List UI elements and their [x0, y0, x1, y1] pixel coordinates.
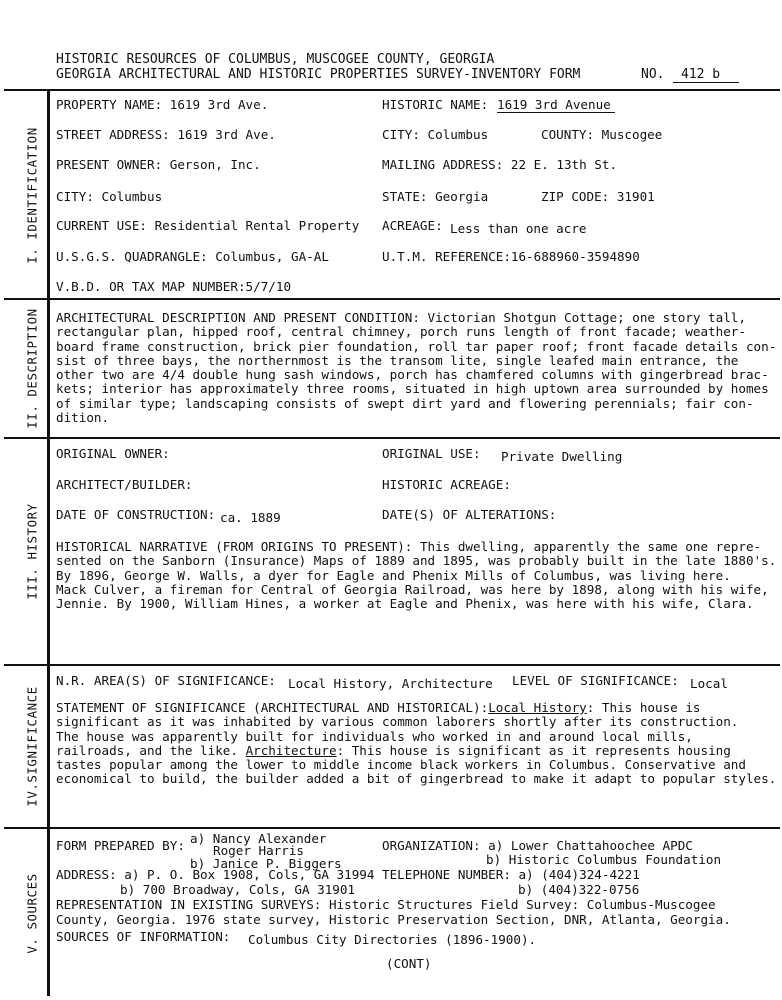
acreage-value: Less than one acre — [450, 221, 587, 236]
preparer-a: a) Nancy Alexander — [190, 831, 327, 846]
tax-map-number: V.B.D. OR TAX MAP NUMBER:5/7/10 — [56, 279, 292, 294]
zip-code: ZIP CODE: 31901 — [541, 189, 655, 204]
narrative-line: By 1896, George W. Walls, a dyer for Eagle and Phenix Mills of Columbus, was living here. — [56, 567, 731, 583]
property-name: PROPERTY NAME: 1619 3rd Ave. — [56, 97, 269, 112]
architect-builder: ARCHITECT/BUILDER: — [56, 477, 193, 492]
description-line: kets; interior has approximately three rooms, situated in high uptown area surrounded by homes — [56, 381, 769, 397]
organization: ORGANIZATION: a) Lower Chattahoochee APDC — [382, 838, 693, 853]
usgs-quadrangle: U.S.G.S. QUADRANGLE: Columbus, GA-AL — [56, 249, 329, 264]
narrative-line: Jennie. By 1900, William Hines, a worker at Eagle and Phenix, was here with his wife, Clara. — [56, 596, 754, 612]
original-use-label: ORIGINAL USE: — [382, 446, 481, 461]
historic-name-label: HISTORIC NAME: — [382, 97, 489, 112]
preparer-b: b) Janice P. Biggers — [190, 856, 342, 871]
section-label-history: III. HISTORY — [24, 503, 40, 600]
section-label-sources: V. SOURCES — [24, 872, 40, 954]
section-label-description: II. DESCRIPTION — [24, 308, 40, 429]
telephone-number: TELEPHONE NUMBER: a) (404)324-4221 — [382, 867, 640, 882]
statement-heading-architecture: Architecture — [245, 742, 337, 758]
street-address: STREET ADDRESS: 1619 3rd Ave. — [56, 127, 276, 142]
preparer-a2: Roger Harris — [213, 843, 304, 858]
statement-line: tastes popular among the lower to middle income black workers in Columbus. Conservative and — [56, 757, 746, 773]
present-owner: PRESENT OWNER: Gerson, Inc. — [56, 157, 261, 172]
city: CITY: Columbus — [56, 189, 163, 204]
description-line: board frame construction, brick pier foundation, roll tar paper roof; front facade details con- — [56, 338, 777, 354]
description-line: rectangular plan, hipped roof, central chimney, porch runs length of front facade; weather- — [56, 324, 746, 340]
county: COUNTY: Muscogee — [541, 127, 663, 142]
statement-line: economical to build, the builder added a bit of gingerbread to make it adapt to popular styles. — [56, 771, 777, 787]
city-right: CITY: Columbus — [382, 127, 489, 142]
statement-line: significant as it was inhabited by various common laborers shortly after its construction. — [56, 714, 739, 730]
section-divider-significance — [4, 664, 780, 666]
statement-line4-rest: : This house is significant as it represents housing — [336, 742, 731, 758]
statement-line4-start: railroads, and the like. — [56, 742, 246, 758]
section-divider-top — [4, 89, 780, 91]
level-of-significance-value: Local — [690, 676, 728, 691]
section-divider-history — [4, 437, 780, 439]
narrative-line: Mack Culver, a fireman for Central of Georgia Railroad, was here by 1898, along with his wife, — [56, 581, 769, 597]
mailing-address: MAILING ADDRESS: 22 E. 13th St. — [382, 157, 618, 172]
representation-in-existing-surveys: REPRESENTATION IN EXISTING SURVEYS: Historic Structures Field Survey: Columbus-Muscogee — [56, 897, 716, 912]
form-title-line1: HISTORIC RESOURCES OF COLUMBUS, MUSCOGEE COUNTY, GEORGIA — [56, 52, 495, 67]
form-prepared-by-label: FORM PREPARED BY: — [56, 838, 185, 853]
statement-line: The house was apparently built for individuals who worked in and around local mills, — [56, 728, 693, 744]
narrative-line: sented on the Sanborn (Insurance) Maps of 1889 and 1895, was probably built in the late 1880's. — [56, 553, 777, 569]
date-of-construction-value: ca. 1889 — [220, 510, 281, 525]
form-number-label: NO. — [641, 67, 665, 82]
nr-area-value: Local History, Architecture — [288, 676, 493, 691]
date-of-construction-label: DATE OF CONSTRUCTION: — [56, 507, 216, 522]
section-label-identification: I. IDENTIFICATION — [24, 126, 40, 264]
statement-label: STATEMENT OF SIGNIFICANCE (ARCHITECTURAL AND HISTORICAL): — [56, 700, 489, 715]
address-b: b) 700 Broadway, Cols, GA 31901 — [120, 882, 356, 897]
description-line: other two are 4/4 double hung sash windows, porch has chamfered columns with gingerbread brac- — [56, 367, 769, 383]
sources-of-information-label: SOURCES OF INFORMATION: — [56, 929, 231, 944]
description-line: sist of three bays, the northernmost is the transom lite, single leafed main entrance, the — [56, 352, 739, 368]
statement-heading-local-history: Local History — [488, 700, 587, 715]
nr-area-label: N.R. AREA(S) OF SIGNIFICANCE: — [56, 673, 276, 688]
address-a: ADDRESS: a) P. O. Box 1908, Cols, GA 31994 — [56, 867, 375, 882]
section-divider-description — [4, 298, 780, 300]
architectural-description — [56, 310, 777, 426]
original-owner: ORIGINAL OWNER: — [56, 446, 170, 461]
level-of-significance-label: LEVEL OF SIGNIFICANCE: — [512, 673, 679, 688]
left-margin-rule — [47, 90, 50, 996]
original-use-value: Private Dwelling — [501, 449, 623, 464]
narrative-line: HISTORICAL NARRATIVE (FROM ORIGINS TO PRESENT): This dwelling, apparently the same one repre- — [56, 539, 762, 554]
historic-acreage: HISTORIC ACREAGE: — [382, 477, 511, 492]
utm-reference: U.T.M. REFERENCE:16-688960-3594890 — [382, 249, 640, 264]
description-line: dition. — [56, 410, 110, 426]
description-line: of similar type; landscaping consists of swept dirt yard and flowering perennials; fair con- — [56, 395, 754, 411]
description-line: ARCHITECTURAL DESCRIPTION AND PRESENT CONDITION: Victorian Shotgun Cottage; one story tall, — [56, 310, 746, 325]
telephone-b: b) (404)322-0756 — [518, 882, 640, 897]
continued-marker: (CONT) — [386, 956, 432, 971]
form-number-value: 412 b — [673, 67, 739, 83]
historic-name-value: 1619 3rd Avenue — [497, 97, 615, 113]
historical-narrative — [56, 539, 777, 612]
section-label-significance: IV.SIGNIFICANCE — [24, 686, 40, 807]
statement-rest: : This house is — [586, 700, 701, 715]
date-of-alterations: DATE(S) OF ALTERATIONS: — [382, 507, 557, 522]
state: STATE: Georgia — [382, 189, 489, 204]
statement-of-significance — [56, 700, 777, 787]
acreage-label: ACREAGE: — [382, 218, 443, 233]
current-use: CURRENT USE: Residential Rental Property — [56, 218, 360, 233]
form-title-line2: GEORGIA ARCHITECTURAL AND HISTORIC PROPERTIES SURVEY-INVENTORY FORM — [56, 67, 581, 82]
organization-b: b) Historic Columbus Foundation — [486, 852, 722, 867]
section-divider-sources — [4, 827, 780, 829]
sources-of-information-value: Columbus City Directories (1896-1900). — [248, 932, 537, 947]
representation-line2: County, Georgia. 1976 state survey, Historic Preservation Section, DNR, Atlanta, Georgia. — [56, 912, 731, 927]
